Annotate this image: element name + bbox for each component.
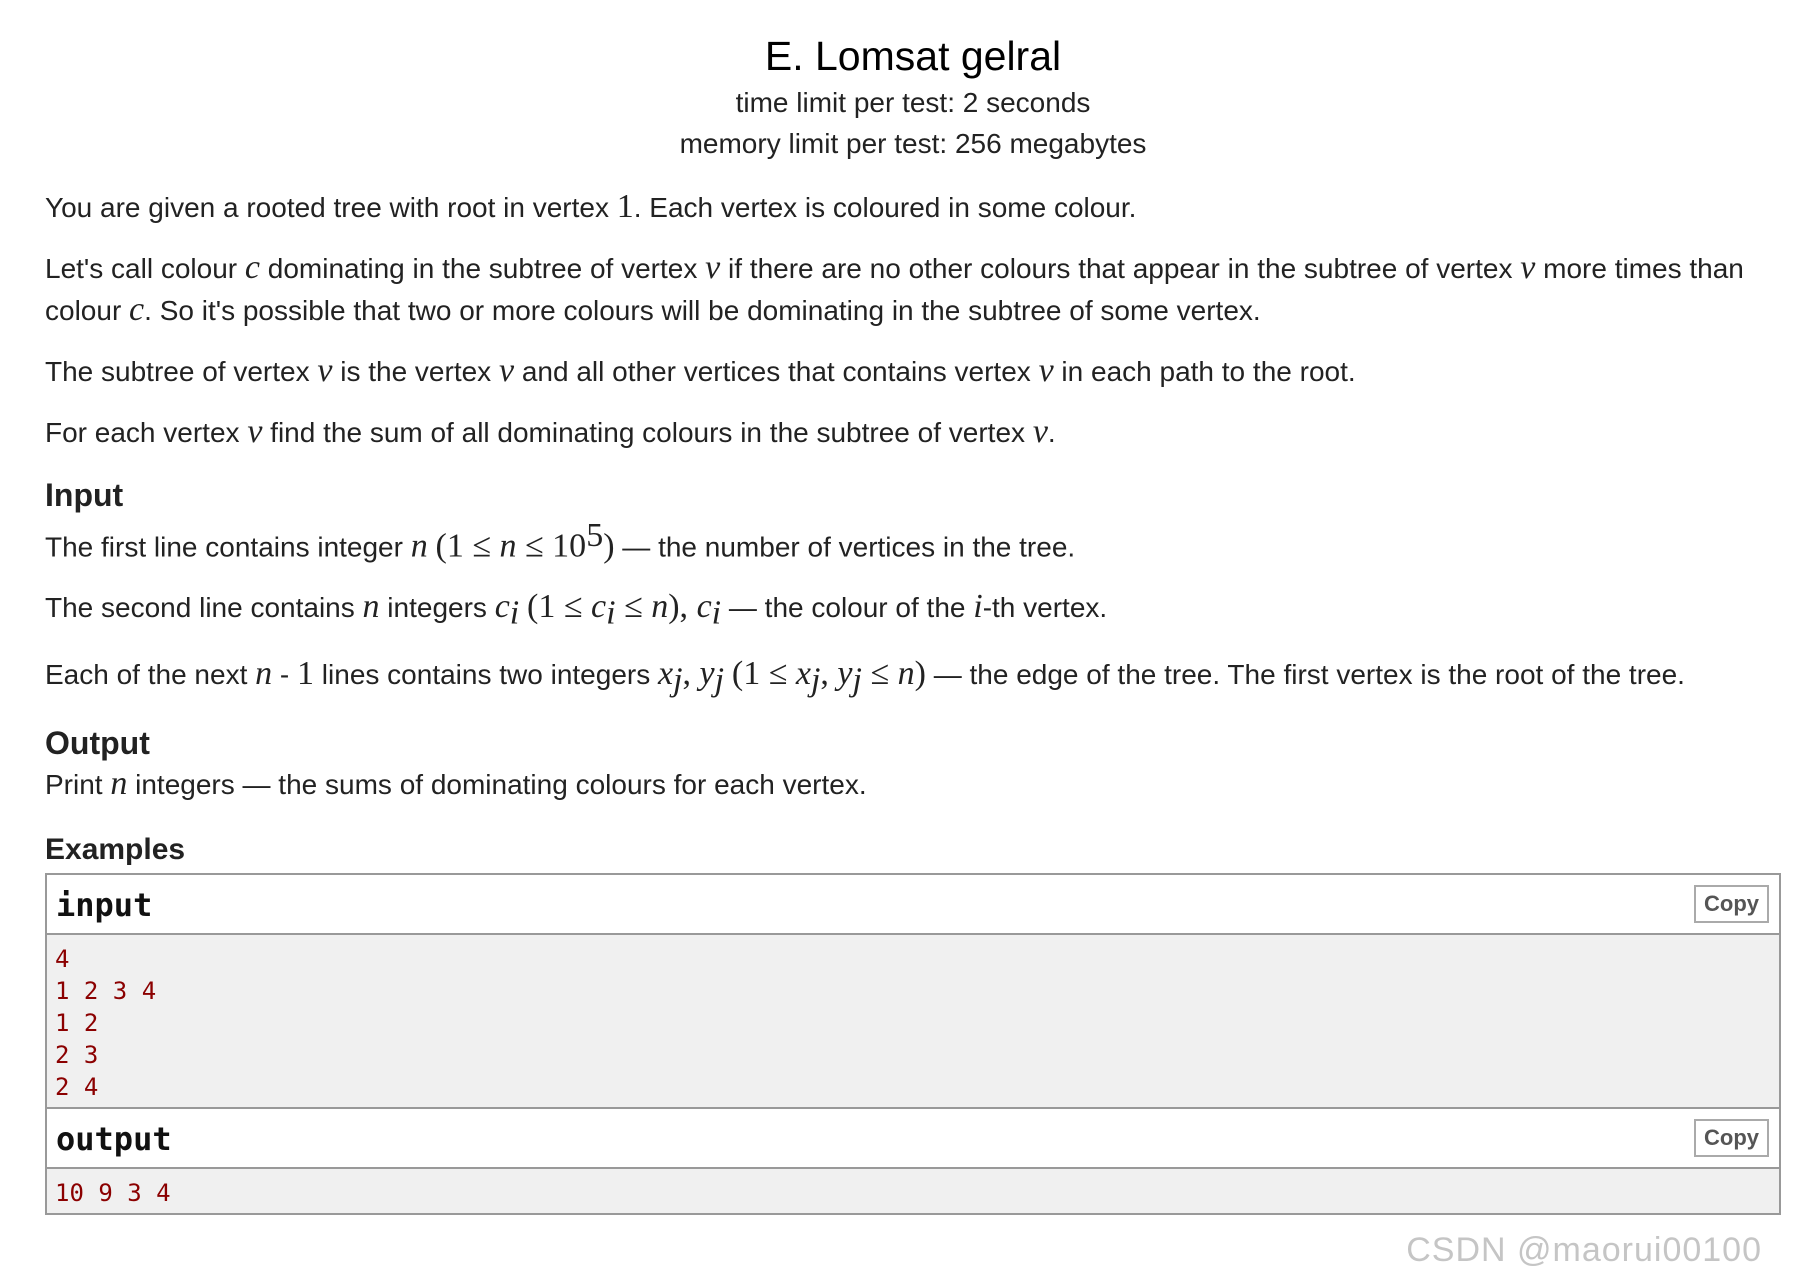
output-heading: Output xyxy=(45,724,150,761)
input-line-2: The second line contains n integers $c_i$ $(1 \le c_i \le n)$, $c_i$ — the colour of the i-th vertex. xyxy=(45,588,1108,632)
memory-limit: memory limit per test: 256 megabytes xyxy=(679,128,1147,159)
sample-output-content[interactable] xyxy=(47,1169,1779,1213)
sample-input-content[interactable] xyxy=(47,935,1779,1107)
statement-paragraph-1: You are given a rooted tree with root in vertex 1. Each vertex is coloured in some colour. xyxy=(45,188,1137,225)
input-line-1: The first line contains integer n $(1 \le n \le 10^5)$ — the number of vertices in the tree. xyxy=(45,517,1076,565)
csdn-watermark: CSDN @maorui00100 xyxy=(1406,1231,1762,1269)
statement-paragraph-3: The subtree of vertex v is the vertex v and all other vertices that contains vertex v in each path to the root. xyxy=(45,352,1356,389)
time-limit: time limit per test: 2 seconds xyxy=(735,87,1091,118)
sample-input-line: 2 3 xyxy=(55,1040,99,1069)
sample-input-line: 1 2 3 4 xyxy=(55,976,157,1005)
output-line-1: Print n integers — the sums of dominating colours for each vertex. xyxy=(45,764,867,802)
sample-input-line: 4 xyxy=(55,944,70,973)
sample-input-line: 2 4 xyxy=(55,1072,99,1101)
statement-paragraph-2: Let's call colour c dominating in the subtree of vertex v if there are no other colours that appear in the subtree of vertex v more times than colour c. So it's possible that two or more colours will be dominating in the subtree of some vertex. xyxy=(45,249,1744,328)
input-specification xyxy=(45,475,1781,701)
output-specification xyxy=(45,723,1781,805)
input-line-3: Each of the next n - 1 lines contains two integers $x_j$, $y_j$ ($1 \le x_j$, $y_j \le n$) — the edge of the tree. The first vertex is the root of the tree. xyxy=(45,654,1685,699)
examples-section xyxy=(45,831,1781,1215)
problem-statement xyxy=(45,0,1781,1215)
examples-heading: Examples xyxy=(45,832,186,866)
sample-output-line: 10 9 3 4 xyxy=(55,1178,171,1207)
sample-output-label: output xyxy=(56,1119,172,1158)
sample-input xyxy=(45,873,1781,1109)
problem-header xyxy=(45,0,1781,164)
input-heading: Input xyxy=(45,477,124,513)
sample-input-label: input xyxy=(56,885,153,924)
sample-input-header xyxy=(47,875,1779,935)
sample-output-header xyxy=(47,1109,1779,1169)
statement-paragraph-4: For each vertex v find the sum of all dominating colours in the subtree of vertex v. xyxy=(45,413,1056,450)
problem-title: E. Lomsat gelral xyxy=(764,33,1062,79)
copy-output-button[interactable]: Copy xyxy=(1694,1119,1769,1157)
legend xyxy=(45,186,1781,453)
copy-input-button[interactable]: Copy xyxy=(1694,885,1769,923)
sample-input-line: 1 2 xyxy=(55,1008,99,1037)
sample-output xyxy=(45,1109,1781,1215)
